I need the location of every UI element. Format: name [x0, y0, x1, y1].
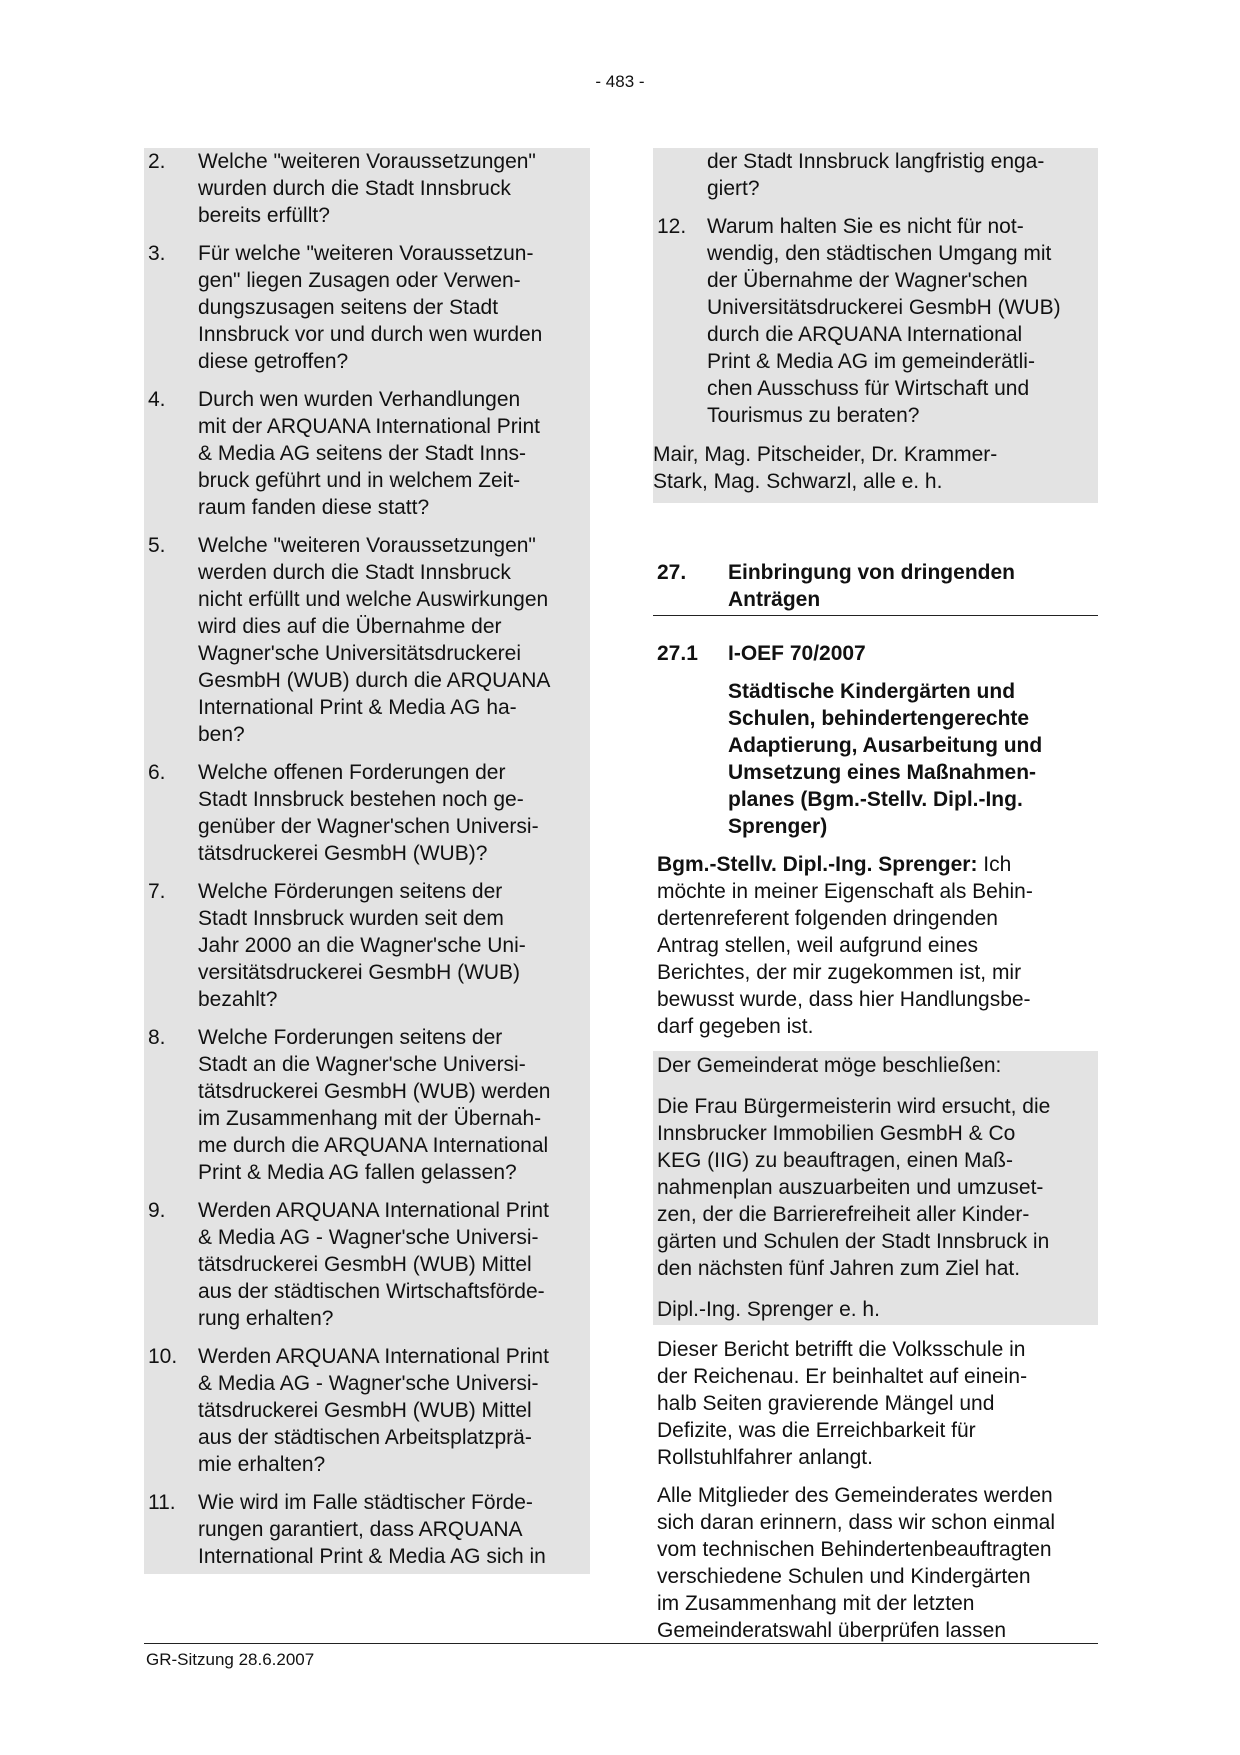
list-item: der Stadt Innsbruck langfristig enga- giert? — [707, 150, 1045, 200]
list-item: 5. Welche "weiteren Voraussetzungen" werden durch die Stadt Innsbruck nicht erfüllt und welche Auswirkungen wird dies auf die Übernahme der Wagner'sche Universitätsdruckerei GesmbH (WUB) durch die ARQUANA International Print & Media AG ha- ben? — [148, 534, 551, 746]
list-item: 12. Warum halten Sie es nicht für not- wendig, den städtischen Umgang mit der Übernahme der Wagner'schen Universitätsdruckerei GesmbH (WUB) durch die ARQUANA International Print & Media AG im gemeinderätli- chen Ausschuss für Wirtschaft und Tourismus zu beraten? — [657, 215, 1061, 427]
section-heading-27-1: 27.1 I-OEF 70/2007 — [657, 642, 866, 665]
page-number: - 483 - — [595, 72, 645, 91]
list-item: 2. Welche "weiteren Voraussetzungen" wurden durch die Stadt Innsbruck bereits erfüllt? — [148, 150, 536, 227]
motion-signature: Dipl.-Ing. Sprenger e. h. — [653, 1295, 1098, 1325]
list-item: 6. Welche offenen Forderungen der Stadt Innsbruck bestehen noch ge- genüber der Wagner'schen Universi- tätsdruckerei GesmbH (WUB)? — [148, 761, 539, 865]
report-paragraph: Dieser Bericht betrifft die Volksschule in der Reichenau. Er beinhaltet auf einein- halb Seiten gravierende Mängel und Defizite, was die Erreichbarkeit für Rollstuhlfahrer anlangt. — [657, 1338, 1028, 1469]
list-item: 9. Werden ARQUANA International Print & Media AG - Wagner'sche Universi- tätsdruckerei GesmbH (WUB) Mittel aus der städtischen Wirtschaftsförde- rung erhalten? — [148, 1199, 549, 1330]
signatories: Mair, Mag. Pitscheider, Dr. Krammer- Stark, Mag. Schwarzl, alle e. h. — [653, 443, 998, 493]
list-item: 8. Welche Forderungen seitens der Stadt an die Wagner'sche Universi- tätsdruckerei GesmbH (WUB) werden im Zusammenhang mit der Übernah- me durch die ARQUANA International Print & Media AG fallen gelassen? — [148, 1026, 551, 1184]
motion-intro: Der Gemeinderat möge beschließen: — [653, 1051, 1098, 1081]
section-subtitle: Städtische Kindergärten und Schulen, behindertengerechte Adaptierung, Ausarbeitung und Umsetzung eines Maßnahmen- planes (Bgm.-Stellv. Dipl.-Ing. Sprenger) — [728, 680, 1043, 838]
right-column — [653, 148, 1098, 1655]
list-item: 4. Durch wen wurden Verhandlungen mit der ARQUANA International Print & Media AG seitens der Stadt Inns- bruck geführt und in welchem Zeit- raum fanden diese statt? — [148, 388, 540, 519]
question-list — [144, 148, 590, 1574]
speaker-name: Bgm.-Stellv. Dipl.-Ing. Sprenger: — [657, 853, 978, 876]
footer-divider — [144, 1643, 1098, 1644]
list-item: 10. Werden ARQUANA International Print & Media AG - Wagner'sche Universi- tätsdruckerei GesmbH (WUB) Mittel aus der städtischen Arbeitsplatzprä- mie erhalten? — [148, 1345, 549, 1476]
question-list-continued — [653, 148, 1098, 503]
list-item: 7. Welche Förderungen seitens der Stadt Innsbruck wurden seit dem Jahr 2000 an die Wagner'sche Uni- versitätsdruckerei GesmbH (WUB) bezahlt? — [148, 880, 526, 1011]
section-heading-27: 27. Einbringung von dringenden Anträgen — [653, 559, 1098, 616]
list-item: 11. Wie wird im Falle städtischer Förde- rungen garantiert, dass ARQUANA International Print & Media AG sich in — [148, 1491, 546, 1568]
speaker-paragraph: Bgm.-Stellv. Dipl.-Ing. Sprenger: Ich möchte in meiner Eigenschaft als Behin- dertenreferent folgenden dringenden Antrag stellen, weil aufgrund eines Berichtes, der mir zugekommen ist, mir bewusst wurde, dass hier Handlungsbe- darf gegeben ist. — [657, 853, 1033, 1038]
left-column — [144, 148, 590, 1574]
motion-text: Die Frau Bürgermeisterin wird ersucht, die Innsbrucker Immobilien GesmbH & Co KEG (IIG) zu beauftragen, einen Maß- nahmenplan auszuarbeiten und umzuset- zen, der die Barrierefreiheit aller Kinder- gärten und Schulen der Stadt Innsbruck in den nächsten fünf Jahren zum Ziel hat. — [653, 1092, 1098, 1284]
list-item: 3. Für welche "weiteren Voraussetzun- gen" liegen Zusagen oder Verwen- dungszusagen seitens der Stadt Innsbruck vor und durch wen wurden diese getroffen? — [148, 242, 543, 373]
footer-text: GR-Sitzung 28.6.2007 — [146, 1650, 315, 1669]
members-paragraph: Alle Mitglieder des Gemeinderates werden sich daran erinnern, dass wir schon einmal vom technischen Behindertenbeauftragten verschiedene Schulen und Kindergärten im Zusammenhang mit der letzten Gemeinderatswahl überprüfen lassen — [657, 1484, 1056, 1642]
